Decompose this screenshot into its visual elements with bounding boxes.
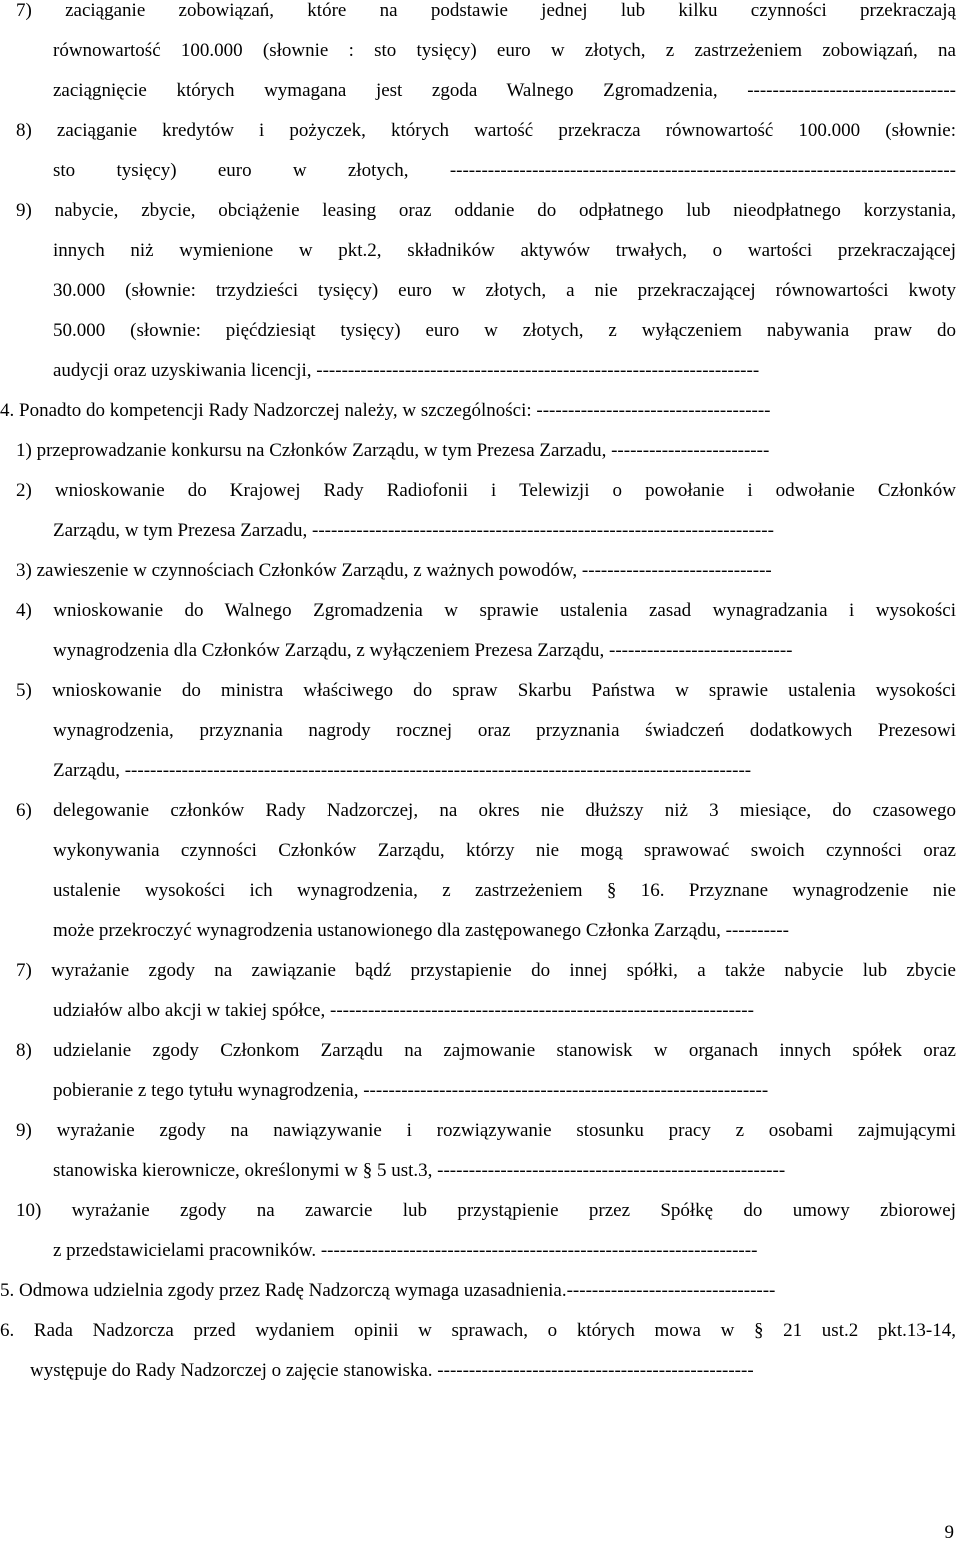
page-number: 9: [944, 1522, 954, 1543]
text-line: wynagrodzenia dla Członków Zarządu, z wyłączeniem Prezesa Zarządu, -----------------------------: [53, 640, 793, 661]
text-line: 50.000 (słownie: pięćdziesiąt tysięcy) euro w złotych, z wyłączeniem nabywania praw do: [53, 320, 956, 341]
text-line: 10) wyrażanie zgody na zawarcie lub przystąpienie przez Spółkę do umowy zbiorowej: [16, 1200, 956, 1221]
text-line: Zarządu, w tym Prezesa Zarzadu, -------------------------------------------------------------------------: [53, 520, 774, 541]
text-line: pobieranie z tego tytułu wynagrodzenia, ----------------------------------------------------------------: [53, 1080, 769, 1101]
text-line: 4) wnioskowanie do Walnego Zgromadzenia w sprawie ustalenia zasad wynagradzania i wysokości: [16, 600, 956, 621]
text-line: audycji oraz uzyskiwania licencji, ----------------------------------------------------------------------: [53, 360, 760, 381]
text-line: 9) nabycie, zbycie, obciążenie leasing oraz oddanie do odpłatnego lub nieodpłatnego korzystania,: [16, 200, 956, 221]
text-line: 9) wyrażanie zgody na nawiązywanie i rozwiązywanie stosunku pracy z osobami zajmującymi: [16, 1120, 956, 1141]
text-line: 1) przeprowadzanie konkursu na Członków Zarządu, w tym Prezesa Zarzadu, -------------------------: [16, 440, 770, 461]
text-line: wynagrodzenia, przyznania nagrody rocznej oraz przyznania świadczeń dodatkowych Prezesowi: [53, 720, 956, 741]
text-line: udziałów albo akcji w takiej spółce, -------------------------------------------------------------------: [53, 1000, 754, 1021]
text-line: z przedstawicielami pracowników. ---------------------------------------------------------------------: [53, 1240, 758, 1261]
text-line: 5) wnioskowanie do ministra właściwego do spraw Skarbu Państwa w sprawie ustalenia wysokości: [16, 680, 956, 701]
text-line: 8) udzielanie zgody Członkom Zarządu na zajmowanie stanowisk w organach innych spółek oraz: [16, 1040, 956, 1061]
text-line: 5. Odmowa udzielnia zgody przez Radę Nadzorczą wymaga uzasadnienia.---------------------------------: [0, 1280, 776, 1301]
text-line: 30.000 (słownie: trzydzieści tysięcy) euro w złotych, a nie przekraczającej równowartości kwoty: [53, 280, 956, 301]
text-line: 7) zaciąganie zobowiązań, które na podstawie jednej lub kilku czynności przekraczają: [16, 0, 956, 21]
text-line: 7) wyrażanie zgody na zawiązanie bądź przystapienie do innej spółki, a także nabycie lub zbycie: [16, 960, 956, 981]
text-line: 2) wnioskowanie do Krajowej Rady Radiofonii i Telewizji o powołanie i odwołanie Członków: [16, 480, 956, 501]
text-line: innych niż wymienione w pkt.2, składników aktywów trwałych, o wartości przekraczającej: [53, 240, 956, 261]
text-line: 6. Rada Nadzorcza przed wydaniem opinii w sprawach, o których mowa w § 21 ust.2 pkt.13-14,: [0, 1320, 956, 1341]
text-line: występuje do Rady Nadzorczej o zajęcie stanowiska. --------------------------------------------------: [30, 1360, 754, 1381]
text-line: Zarządu, ---------------------------------------------------------------------------------------------------: [53, 760, 752, 781]
text-line: może przekroczyć wynagrodzenia ustanowionego dla zastępowanego Członka Zarządu, ----------: [53, 920, 789, 941]
text-line: równowartość 100.000 (słownie : sto tysięcy) euro w złotych, z zastrzeżeniem zobowiązań, na: [53, 40, 956, 61]
text-line: 3) zawieszenie w czynnościach Członków Zarządu, z ważnych powodów, ------------------------------: [16, 560, 772, 581]
text-line: stanowiska kierownicze, określonymi w § 5 ust.3, -------------------------------------------------------: [53, 1160, 786, 1181]
text-line: wykonywania czynności Członków Zarządu, którzy nie mogą sprawować swoich czynności oraz: [53, 840, 956, 861]
text-line: ustalenie wysokości ich wynagrodzenia, z zastrzeżeniem § 16. Przyznane wynagrodzenie nie: [53, 880, 956, 901]
text-line: 6) delegowanie członków Rady Nadzorczej, na okres nie dłuższy niż 3 miesiące, do czasowego: [16, 800, 956, 821]
text-line: 4. Ponadto do kompetencji Rady Nadzorczej należy, w szczególności: -------------------------------------: [0, 400, 771, 421]
text-line: 8) zaciąganie kredytów i pożyczek, których wartość przekracza równowartość 100.000 (słownie:: [16, 120, 956, 141]
text-line: sto tysięcy) euro w złotych, --------------------------------------------------------------------------------: [53, 160, 956, 181]
text-line: zaciągnięcie których wymagana jest zgoda Walnego Zgromadzenia, ---------------------------------: [53, 80, 956, 101]
